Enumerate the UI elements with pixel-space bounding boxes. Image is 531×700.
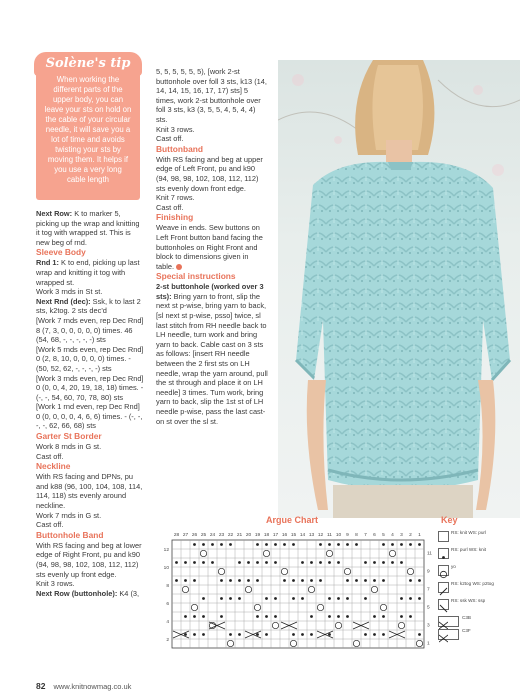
purl-dot: [346, 615, 349, 618]
column-number: 9: [346, 533, 349, 538]
empty-square-icon: [438, 531, 449, 542]
purl-dot: [292, 543, 295, 546]
pattern-paragraph: [36, 541, 144, 579]
section-heading: Buttonhole Band: [36, 529, 104, 540]
column-number: 5: [382, 533, 385, 538]
purl-dot: [292, 597, 295, 600]
pattern-paragraph: [36, 345, 144, 374]
paragraph-text: [Work 3 rnds even, rep Dec Rnd] 0 (0, 0, 4, 20, 19, 18, 18) times. - (-, -, 54, 60, 70, 78, 80) sts: [36, 373, 144, 402]
purl-dot: [337, 543, 340, 546]
purl-dot: [346, 579, 349, 582]
column-number: 20: [245, 533, 252, 538]
purl-dot: [409, 615, 412, 618]
paragraph-text: Cast off.: [156, 202, 184, 212]
row-number: 2: [166, 637, 169, 643]
paragraph-text: K to marker 5, picking up the wrap and knitting it tog with wrapped st. This is new beg of rnd.: [36, 209, 140, 247]
purl-dot: [202, 615, 205, 618]
purl-dot: [283, 543, 286, 546]
paragraph-text: Cast off.: [156, 134, 184, 144]
pattern-paragraph: [36, 442, 144, 452]
purl-dot: [310, 579, 313, 582]
purl-dot: [400, 561, 403, 564]
paragraph-text: [Work 7 rnds even, rep Dec Rnd] 8 (7, 3, 0, 0, 0, 0, 0) times. 46 (54, 68, -, -, -, -, -) sts: [36, 315, 144, 345]
key-item: [438, 581, 508, 598]
purl-dot: [274, 561, 277, 564]
row-number: 12: [163, 547, 169, 553]
purl-dot: [301, 633, 304, 636]
purl-dot: [301, 579, 304, 582]
paragraph-text: Ssk, k to last 2 sts, k2tog. 2 sts dec'd: [36, 296, 141, 316]
paragraph-text: Cast off.: [36, 520, 64, 530]
pattern-paragraph: [156, 67, 268, 125]
paragraph-text: Bring yarn to front, slip the next st p-wise, bring yarn to back, [sl next st p-wise, psso] twice, sl last stitch from RH needle back to LH needle, turn work and bring yarn to back. Cable cast on 3 sts as follows: [insert RH needle between the 2 first sts on LH needle, wrap the yarn around, pull the st through and place it on LH needle] 3 times. Turn work, bring yarn to back, slip the 1st st of LH needle p-wise, pass the last cast-on st over the sl st.: [156, 291, 268, 426]
key-title: Key: [441, 515, 458, 525]
purl-dot: [175, 561, 178, 564]
purl-dot: [337, 597, 340, 600]
pattern-paragraph: [156, 203, 268, 213]
paragraph-text: With RS facing and DPNs, pu and k88 (96, 100, 104, 108, 114, 114, 118) sts evenly around neckline.: [36, 472, 143, 511]
paragraph-text: [Work 1 rnd even, rep Dec Rnd] 0 (0, 0, 0, 0, 4, 6, 6) times. - (-, -, -, -, 62, 66, 68) sts: [36, 402, 143, 431]
purl-dot: [346, 543, 349, 546]
paragraph-text: Work 3 rnds in St st.: [36, 287, 103, 297]
purl-dot: [220, 615, 223, 618]
purl-dot: [292, 579, 295, 582]
key-label: RS: purl WS: knit: [451, 547, 486, 552]
purl-dot: [193, 543, 196, 546]
pattern-paragraph: [36, 316, 144, 345]
purl-dot: [211, 543, 214, 546]
column-number: 27: [182, 533, 189, 538]
key-label: yo: [451, 564, 456, 569]
purl-dot: [256, 615, 259, 618]
purl-dot: [256, 579, 259, 582]
paragraph-lead: 2-st buttonhole (worked over 3 sts):: [156, 282, 264, 301]
column-number: 16: [281, 533, 288, 538]
column-number: 21: [236, 533, 243, 538]
purl-dot: [202, 633, 205, 636]
purl-dot: [256, 561, 259, 564]
purl-dot: [265, 615, 268, 618]
section-heading: Sleeve Body: [36, 247, 86, 258]
paragraph-text: Knit 3 rows.: [36, 579, 75, 589]
row-number: 6: [166, 601, 169, 607]
purl-dot: [265, 543, 268, 546]
purl-dot: [373, 615, 376, 618]
pattern-paragraph: [36, 472, 144, 510]
pattern-paragraph: [156, 134, 268, 144]
purl-dot: [265, 561, 268, 564]
purl-dot: [337, 615, 340, 618]
purl-dot: [274, 597, 277, 600]
c3f-icon: [438, 629, 459, 640]
paragraph-lead: Rnd 1:: [36, 258, 59, 268]
column-number: 10: [335, 533, 342, 538]
purl-dot: [418, 597, 421, 600]
purl-dot: [328, 543, 331, 546]
paragraph-text: K to end, picking up last wrap and knitting it tog with wrapped st.: [36, 258, 140, 287]
page-number: 82: [36, 681, 46, 691]
purl-dot: [229, 633, 232, 636]
purl-dot: [184, 633, 187, 636]
purl-dot: [265, 597, 268, 600]
paragraph-text: Knit 3 rows.: [156, 124, 195, 134]
pattern-paragraph: [156, 282, 268, 426]
middle-column: [156, 67, 268, 426]
purl-dot: [355, 579, 358, 582]
purl-dot: [211, 561, 214, 564]
purl-dot: [202, 561, 205, 564]
purl-dot: [220, 543, 223, 546]
purl-dot: [193, 579, 196, 582]
purl-dot: [229, 579, 232, 582]
purl-dot: [238, 579, 241, 582]
website-url: www.knitnowmag.co.uk: [53, 682, 132, 691]
purl-dot: [301, 561, 304, 564]
purl-dot: [400, 543, 403, 546]
column-number: 19: [254, 533, 261, 538]
pattern-paragraph: [36, 209, 144, 247]
row-number: 10: [163, 565, 169, 571]
purl-dot: [373, 633, 376, 636]
chart-key: [438, 530, 508, 641]
pattern-paragraph: [36, 402, 144, 431]
section-heading: Buttonband: [156, 143, 203, 154]
pattern-paragraph: [36, 452, 144, 462]
purl-dot: [391, 543, 394, 546]
pattern-paragraph: [36, 287, 144, 297]
purl-dot: [328, 597, 331, 600]
row-number: 7: [427, 587, 430, 593]
paragraph-text: Cast off.: [36, 451, 64, 461]
key-item: [438, 615, 508, 628]
column-number: 13: [308, 533, 315, 538]
purl-dot: [373, 579, 376, 582]
purl-dot: [193, 615, 196, 618]
purl-dot: [292, 633, 295, 636]
purl-dot: [355, 543, 358, 546]
purl-dot: [202, 597, 205, 600]
paragraph-lead: Next Row:: [36, 209, 73, 218]
purl-dot: [319, 561, 322, 564]
lace-chart: [160, 528, 438, 668]
purl-dot: [409, 597, 412, 600]
paragraph-text: 5, 5, 5, 5, 5, 5), [work 2-st buttonhole over foll 3 sts, k13 (14, 14, 14, 15, 16, 17, 17) sts] 5 times, work 2-st buttonhole over foll 3 sts, k3 (3, 5, 5, 4, 5, 4, 4) sts.: [156, 67, 267, 124]
column-number: 18: [263, 533, 270, 538]
pattern-paragraph: [36, 374, 144, 403]
left-slant-icon: [438, 599, 449, 610]
column-number: 6: [373, 533, 376, 538]
key-item: [438, 598, 508, 615]
column-number: 12: [317, 533, 324, 538]
c3b-icon: [438, 616, 459, 627]
paragraph-text: Weave in ends. Sew buttons on Left Front button band facing the buttonholes on Right Front and block to dimensions given in table.: [156, 223, 263, 271]
purl-dot: [418, 579, 421, 582]
purl-dot: [382, 633, 385, 636]
paragraph-lead: Next Rnd (dec):: [36, 296, 91, 306]
photo-illustration: [278, 60, 520, 518]
tip-box: [36, 58, 140, 200]
circle-icon: [438, 565, 449, 576]
purl-dot: [175, 579, 178, 582]
section-heading: Garter St Border: [36, 431, 102, 442]
purl-dot: [301, 597, 304, 600]
column-number: 23: [218, 533, 225, 538]
key-label: RS: k2tog WS: p2tog: [451, 581, 494, 586]
purl-dot: [346, 597, 349, 600]
purl-dot: [319, 543, 322, 546]
column-number: 7: [364, 533, 367, 538]
key-item: [438, 547, 508, 564]
column-number: 24: [209, 533, 216, 538]
pattern-paragraph: [36, 520, 144, 530]
key-label: C3F: [462, 628, 471, 633]
column-number: 25: [200, 533, 207, 538]
purl-dot: [310, 633, 313, 636]
dot-square-icon: [438, 548, 449, 559]
right-slant-icon: [438, 582, 449, 593]
purl-dot: [364, 597, 367, 600]
tip-body: When working the different parts of the upper body, you can leave your sts on hold on the cable of your circular needle, it will save you a lot of time and avoids twisting your sts by moving them. It helps if you use a very long cable length: [44, 75, 132, 184]
purl-dot: [238, 561, 241, 564]
row-number: 8: [166, 583, 169, 589]
row-number: 9: [427, 569, 430, 575]
paragraph-text: With RS facing and beg at upper edge of Left Front, pu and k90 (94, 98, 98, 102, 108, 112, 112) sts evenly down front edge.: [156, 154, 263, 193]
row-number: 11: [427, 551, 432, 557]
purl-dot: [256, 633, 259, 636]
pattern-paragraph: [36, 579, 144, 589]
section-heading: Special instructions: [156, 271, 236, 282]
key-item: [438, 564, 508, 581]
purl-dot: [283, 579, 286, 582]
purl-dot: [247, 579, 250, 582]
purl-dot: [274, 615, 277, 618]
purl-dot: [256, 543, 259, 546]
row-number: 5: [427, 605, 430, 611]
purl-dot: [364, 633, 367, 636]
pattern-paragraph: [36, 511, 144, 521]
purl-dot: [310, 561, 313, 564]
key-label: RS: ssk WS: ssp: [451, 598, 486, 603]
purl-dot: [409, 579, 412, 582]
purl-dot: [337, 561, 340, 564]
purl-dot: [274, 543, 277, 546]
key-item: [438, 628, 508, 641]
column-number: 4: [391, 533, 394, 538]
paragraph-text: [Work 5 rnds even, rep Dec Rnd] 0 (2, 8, 10, 0, 0, 0, 0) times. - (50, 52, 62, -, -, -, -) sts: [36, 344, 144, 373]
purl-dot: [238, 633, 241, 636]
key-item: [438, 530, 508, 547]
purl-dot: [382, 561, 385, 564]
column-number: 17: [272, 533, 279, 538]
pattern-paragraph: [156, 125, 268, 135]
page-footer: [36, 681, 131, 691]
chart-title: Argue Chart: [266, 515, 319, 525]
paragraph-text: Knit 7 rows.: [156, 193, 195, 203]
column-number: 2: [409, 533, 412, 538]
purl-dot: [382, 615, 385, 618]
column-number: 15: [290, 533, 297, 538]
purl-dot: [418, 543, 421, 546]
column-number: 28: [173, 533, 180, 538]
pattern-paragraph: [36, 589, 144, 599]
purl-dot: [373, 561, 376, 564]
column-number: 14: [299, 533, 306, 538]
column-number: 1: [418, 533, 421, 538]
purl-dot: [193, 633, 196, 636]
purl-dot: [364, 579, 367, 582]
purl-dot: [400, 615, 403, 618]
purl-dot: [184, 579, 187, 582]
pattern-paragraph: [36, 258, 144, 287]
column-number: 26: [191, 533, 198, 538]
paragraph-text: Work 8 rnds in G st.: [36, 442, 102, 452]
purl-dot: [229, 543, 232, 546]
purl-dot: [364, 561, 367, 564]
purl-dot: [310, 615, 313, 618]
left-column: [36, 209, 144, 598]
row-number: 1: [427, 641, 430, 647]
paragraph-lead: Next Row (buttonhole):: [36, 588, 118, 598]
row-number: 4: [166, 619, 169, 625]
purl-dot: [220, 597, 223, 600]
purl-dot: [400, 597, 403, 600]
purl-dot: [328, 561, 331, 564]
column-number: 8: [355, 533, 358, 538]
paragraph-text: With RS facing and beg at lower edge of Right Front, pu and k90 (94, 98, 98, 102, 108, 112, 112) sts evenly up front edge.: [36, 540, 142, 579]
purl-dot: [418, 633, 421, 636]
section-heading: Finishing: [156, 212, 194, 223]
purl-dot: [193, 561, 196, 564]
purl-dot: [202, 543, 205, 546]
cardigan-photo: [278, 60, 520, 518]
purl-dot: [319, 579, 322, 582]
purl-dot: [328, 615, 331, 618]
purl-dot: [184, 615, 187, 618]
purl-dot: [247, 561, 250, 564]
row-number: 3: [427, 623, 430, 629]
key-label: C3B: [462, 615, 471, 620]
purl-dot: [328, 633, 331, 636]
pattern-paragraph: [156, 193, 268, 203]
purl-dot: [382, 543, 385, 546]
column-number: 11: [327, 533, 332, 538]
paragraph-text: Work 7 rnds in G st.: [36, 510, 102, 520]
purl-dot: [382, 579, 385, 582]
paragraph-text: K4 (3,: [117, 588, 140, 598]
pattern-paragraph: [156, 223, 268, 271]
purl-dot: [265, 633, 268, 636]
end-marker-icon: [176, 264, 182, 270]
purl-dot: [391, 561, 394, 564]
key-label: RS: knit WS: purl: [451, 530, 486, 535]
purl-dot: [184, 561, 187, 564]
column-number: 22: [227, 533, 234, 538]
pattern-paragraph: [156, 155, 268, 193]
purl-dot: [229, 597, 232, 600]
purl-dot: [238, 597, 241, 600]
purl-dot: [409, 543, 412, 546]
purl-dot: [220, 579, 223, 582]
section-heading: Neckline: [36, 461, 71, 472]
pattern-paragraph: [36, 297, 144, 316]
column-number: 3: [400, 533, 403, 538]
tip-title: Solène's tip: [34, 52, 142, 76]
